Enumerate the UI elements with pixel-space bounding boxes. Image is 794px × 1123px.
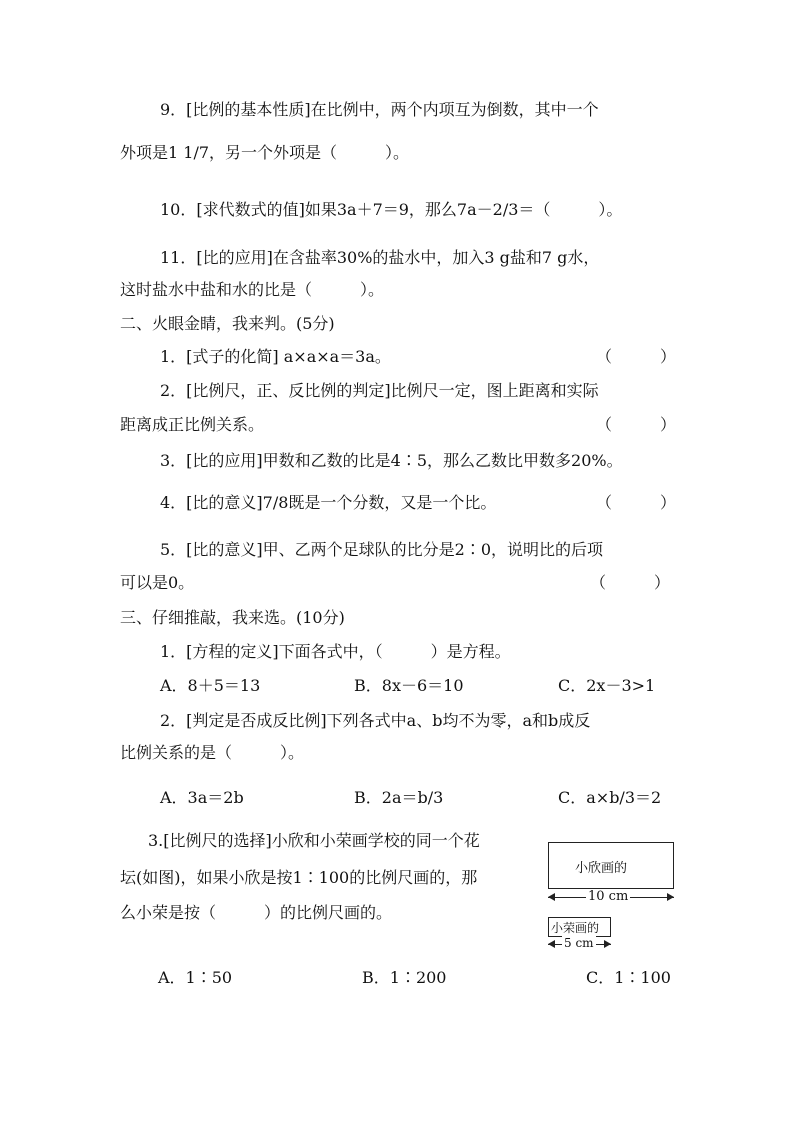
judge-3: 3．[比的应用]甲数和乙数的比是4∶5，那么乙数比甲数多20%。	[160, 451, 623, 470]
choice-q2-c[interactable]: C．a×b/3＝2	[558, 788, 662, 807]
dim-label-10cm: 10 cm	[588, 889, 629, 904]
judge-5-line1: 5．[比的意义]甲、乙两个足球队的比分是2∶0，说明比的后项	[160, 540, 604, 559]
choice-q3-c[interactable]: C．1∶100	[586, 968, 671, 987]
judge-5-brackets[interactable]: （ ）	[590, 573, 671, 592]
choice-q1-b[interactable]: B．8x－6＝10	[354, 676, 464, 695]
judge-2-line1: 2．[比例尺，正、反比例的判定]比例尺一定，图上距离和实际	[160, 381, 599, 400]
choice-q3-line1: 3.[比例尺的选择]小欣和小荣画学校的同一个花	[148, 831, 480, 850]
xiaoxin-drawing-label: 小欣画的	[575, 861, 628, 876]
dim-arrow-right-small-icon	[604, 940, 611, 948]
choice-q3-line3: 么小荣是按（ ）的比例尺画的。	[120, 903, 393, 922]
q11-line2: 这时盐水中盐和水的比是（ ）。	[120, 280, 385, 299]
judge-4: 4．[比的意义]7/8既是一个分数，又是一个比。	[160, 493, 497, 512]
choice-q3-line2: 坛(如图)，如果小欣是按1∶100的比例尺画的，那	[120, 868, 478, 887]
dim-label-5cm: 5 cm	[564, 936, 594, 950]
dim-arrow-right-icon	[667, 893, 674, 901]
judge-2-brackets[interactable]: （ ）	[596, 415, 677, 434]
choice-q3-b[interactable]: B．1∶200	[362, 968, 447, 987]
choice-q2-line2: 比例关系的是（ ）。	[120, 743, 305, 762]
choice-q2-b[interactable]: B．2a＝b/3	[354, 788, 444, 807]
judge-1-brackets[interactable]: （ ）	[596, 347, 677, 366]
choice-q2-a[interactable]: A．3a＝2b	[160, 788, 244, 807]
xiaorong-drawing-box	[548, 917, 611, 937]
judge-1: 1．[式子的化简] a×a×a＝3a。	[160, 347, 391, 366]
choice-q2-line1: 2．[判定是否成反比例]下列各式中a、b均不为零，a和b成反	[160, 711, 591, 730]
q11-line1: 11．[比的应用]在含盐率30%的盐水中，加入3 g盐和7 g水，	[160, 248, 600, 267]
q9-line1: 9．[比例的基本性质]在比例中，两个内项互为倒数，其中一个	[160, 100, 599, 119]
section-3-heading: 三、仔细推敲，我来选。(10分)	[120, 608, 345, 627]
q9-line2: 外项是1 1/7，另一个外项是（ ）。	[120, 143, 410, 162]
choice-q3-a[interactable]: A．1∶50	[158, 968, 233, 987]
judge-2-line2: 距离成正比例关系。	[120, 415, 265, 434]
choice-q1-c[interactable]: C．2x－3>1	[558, 676, 656, 695]
choice-q1-a[interactable]: A．8＋5＝13	[160, 676, 261, 695]
xiaoxin-drawing-box	[548, 842, 674, 889]
choice-q1: 1．[方程的定义]下面各式中，（ ）是方程。	[160, 642, 511, 661]
judge-4-brackets[interactable]: （ ）	[596, 493, 677, 512]
q10: 10．[求代数式的值]如果3a＋7＝9，那么7a－2/3＝（ ）。	[160, 200, 623, 219]
xiaorong-drawing-label: 小荣画的	[551, 921, 600, 935]
section-2-heading: 二、火眼金睛，我来判。(5分)	[120, 314, 335, 333]
judge-5-line2: 可以是0。	[120, 573, 195, 592]
